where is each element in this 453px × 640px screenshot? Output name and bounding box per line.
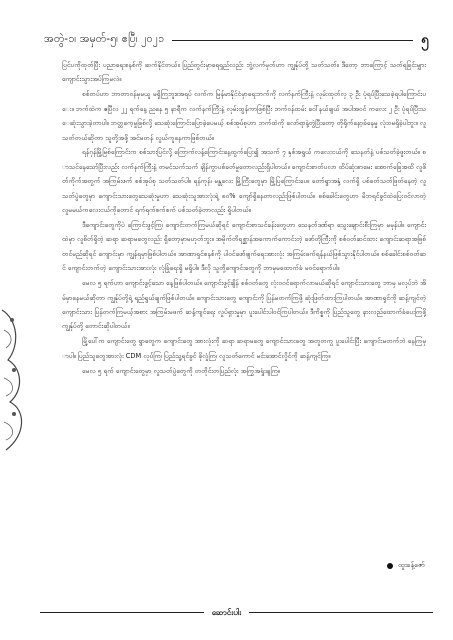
header-issue-info: အတွဲ-၁၊ အမှတ်-၅၊ ဧပြီ၊ ၂၀၂၁ xyxy=(44,32,165,45)
footer-section-label xyxy=(0,607,453,619)
author-name: ထူးခန့်ဇော် xyxy=(398,561,425,569)
author-signature xyxy=(387,561,425,571)
footer-label-text: ဆောင်းပါး xyxy=(204,608,250,617)
paragraph: ဒီကျောင်းတွေကိုပဲ ကြောင်းဖွင့်ကြ၊ ကျောင်းတက်ကြမယ်ဆိုရင် ကျောင်းစာသင်ခန်းတွေဟာ သေနတ်ဒဏ်ရာ သွေးချောင်းစီးကြမှာ မမုန်ပါ။ ကျောင်းထဲမှာ လူစိတ်ရှိတဲ့ ဆရာ ဆရာမတွေလည်း ရှိတော့မှာမဟုတ်ဘူး။ အမိုက်တိရစ္ဆာန်အကောက်ကောင်းတဲ့ ဖော်တိုကြီးကို စစ်ဝတ်ဆင်ထား ကျောင်းဆရာအဖြစ်တင်မည်ဆိုရင် ကျောင်းမှာ ကျွန်ရမှာဖြစ်ပါတယ်။ အာဏာရှင်စနစ်ကို ပါဝင်ဖော်ဖျက်ရေးအားလုံး အကြမ်းဖက်ရန်နယ်ဖြစ်သွားနိုင်ပါတယ်။ စစ်ခေါင်းစစ်ဝတ်ဆင် ကျောင်းတက်တဲ့ ကျောင်းသားအားလုံး လုံခြုံရေးရှိ မရှိပါ။ ဒီလို သူတို့ကျောင်းတွေကို ဘာမှမထောက်ခံ မဝင်ရောက်ပါ။ xyxy=(62,220,426,273)
header-rule xyxy=(172,40,413,41)
page-number: ၅ xyxy=(421,31,429,48)
bullet-icon xyxy=(387,563,393,569)
article-body xyxy=(62,58,426,606)
paragraph: ရန်ဂုန်မြို့မြစ်ကြောင်းက စစ်သားပြင်လို့ ကြောက်လန့်ကြောင်းနေ့ထွက်ပြေး၍ အသက် ၇ နှစ်အရွယ် ကလေးငယ်ကို သေနတ်နဲ့ ပစ်သတ်ခဲ့ဖူးတယ်။ စာသင်နေသော်ပြီးလည်း လက်နက်ကြီးနဲ့ တမင်သက်သက် ချိန်ကွာပစ်ခတ်မှုတောလည်းရှိပါတယ်။ ကျောင်းစာတ်ပလာ ထိပ်ဆုံးစာမေး အောက်ခြေအထိ လူဖိတ်ကိုက်အတွက် အကြမ်းဖက် စစ်အုပ်စု သတ်သတ်ပါ။ ရန်ကုန်၊ မန္တလေး မြို့ကြီးတွေမှာ မြို့ပြကြောင်းပေ။ တော်ရွာအနှံ့ လက်ရှိ ပစ်ခတ်သတ်ဖြတ်နေတဲ့ လူသတ်ပွဲတွေမှာ ကျောင်းသားတွေသေဆုံးမှုဟာ သေဆုံးသူအားလုံးရဲ့ ၈၀% ကျော်ရှိနေတာလည်းဖြစ်ပါတယ်။ စစ်ခေါင်းတွေဟာ မိဘရင်ခွင်ထဲပြေးဝင်လာတဲ့ လူမမယ်ကလေးငယ်ကိုတောင် ရက်ရက်စက်စက် ပစ်သတ်ခဲ့တာလည်း ရှိပါတယ်။ xyxy=(62,148,426,215)
paragraph: ပြင်ပကိုထုတ်ပြီး ပညာရေးစနစ်ကို ဆက်နိုင်တယ်။ ပြည်တွင်းမှာရေရှည်လည်း ဘွဲ့လက်မှတ်ဟာ ကျွန်ုပ်တို့ သတ်သတ်။ ဒီတော့ ဘာကြောင့် သတ်ရခြင်းမျှား ကျောင်းသွားအပ်ကြမလဲ။ xyxy=(62,61,426,84)
running-header xyxy=(44,30,429,50)
paragraph: မြို့ပေါ်က ကျောင်းတွေ ရွာတွေက ကျောင်းတွေ အားလုံးကို ဆရာ ဆရာမတွေ ကျောင်းသားတွေ အတူတကွ ပူးပေါင်းပြီး ကျောင်းမတက်ဘဲ နေကြမှာပါ။ ပြည်သူတွေအားလုံး CDM လုပ်ကြ၊ ပြည်သူ့ရင်ခွင် ခိုလှုံကြ၊ လူသတ်ကောင် မင်းအောင်လှိုင်ကို ဆန့်ကျင်ကြ။ xyxy=(62,337,426,360)
decorative-side-ornament xyxy=(0,290,34,470)
ornament-graphic xyxy=(0,290,34,470)
paragraph: မေလ ၅ ရက်ဟာ ကျောင်းဖွင့်သော နေ့ဖြစ်ပါတယ်။ ကျောင်းဖွင့်ချိန် စစ်ဝတ်တွေ လုံးဝဝင်ရောက်လာမယ်ဆိုရင် ကျောင်းသားတွေ ဘာမှ မလုပ်ဘဲ အိမ်မှာနေမယ်ဆိုတာ ကျွန်ုပ်တို့ရဲ့ ရည်ရွယ်ချက်ဖြစ်ပါတယ်။ ကျောင်းသားတွေ ကျောင်းကို ပြန်မတက်ကြဖို့ ဆုံးဖြတ်ထားကြပါတယ်။ အာဏာရှင်ကို ဆန့်ကျင်တဲ့ ကျောင်းသား ပြန်တက်ကြမယ့်အစား အကြမ်းမဖက် ဆန့်ကျင်ရေး လှုပ်ရှားမှုမှာ ပူးပေါင်းပါဝင်ကြပါတယ်။ ဒီကိစ္စကို ပြည်သူတွေ နားလည်ထောက်ခံပေးကြဖို့ ကျွန်ုပ်တို့ တောင်းဆိုပါတယ်။ xyxy=(62,279,426,331)
paragraph: မေလ ၅ ရက် ကျောင်းတွေမှာ လူသတ်ပွဲတွေကို တတိုင်းတပြည်လုံး အကြွအရှုံးချကြ။ xyxy=(82,366,280,375)
paragraph: စစ်တပ်ဟာ ဘာတာဝန်မှမယူ မရှိကြဘူး။အရပ် လက်က မြန်မာနိုင်ငံမှာရေးဘက်ကို လက်နက်ကြီးနဲ့ လုမ်းထုတ်လှ ၃ ဦး ပုံရပ်ပြီးသေခဲ့ရပါကြောင်းပေး။ ဘက်ထဲက ဧပြီလ ၂၂ ရက်နေ့ ညနေ ၅ နာရီက လက်နက်ကြီးနဲ့ လုမ်းထွန်ကာဖြစ်ပြီး ဘက်ဝန်ထမ်း ဝေါ်နယ်ချယ် အပါအဝင် ကလေး ၂ ဦး ပုံရပ်ပြီးသေဆုံးသွားခဲ့တာပါ။ ဘတ္တကေ့မှုဖြစ်လို့ သေဆုံးကြောင်းပြောခဲ့ပေမယ့် စစ်အုပ်စုဟာ ဘက်ထဲကို လော်ရာနဲ့တွဲပြီးတော့ တိုရိုက်နော့ခ်နေမှု လုံးဝမရှိခဲ့ပါဘူး။ လူသတ်တယ်ဆိုတာ သူတို့အဖို့ အင်မတန် လွယ်ကူနေကာဖြစ်တယ်။ xyxy=(62,90,426,142)
